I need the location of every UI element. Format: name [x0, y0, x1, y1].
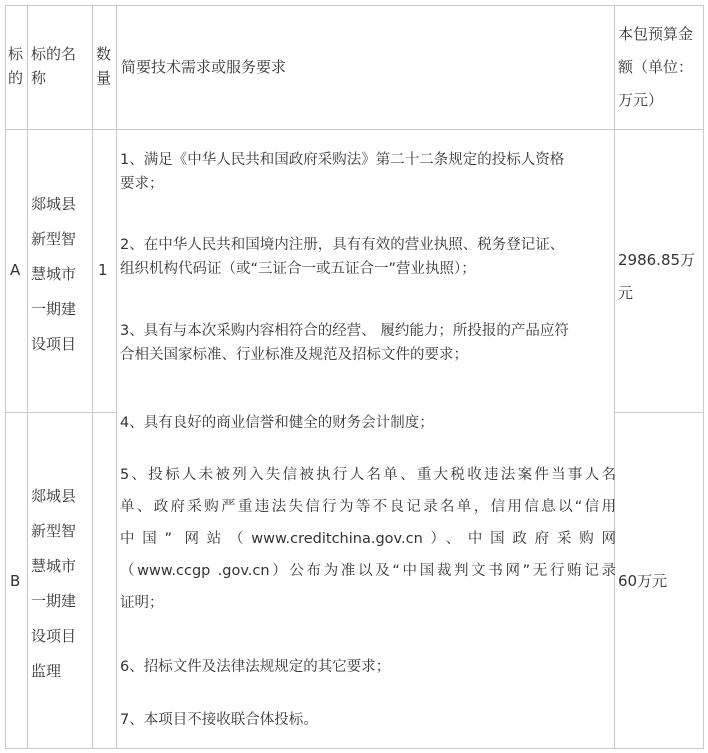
col-divider-1 [27, 5, 28, 749]
requirement-6: 6、招标文件及法律法规规定的其它要求； [120, 659, 391, 675]
row-divider-left [5, 412, 116, 413]
requirement-1: 1、满足《中华人民共和国政府采购法》第二十二条规定的投标人资格 要求； [120, 152, 565, 192]
requirement-2: 2、在中华人民共和国境内注册，具有有效的营业执照、税务登记证、 组织机构代码证（或“三证合一或五证合一”营业执照）； [120, 237, 565, 277]
row-a-mark: A [10, 261, 21, 279]
row-divider-right [614, 412, 703, 413]
row-b-name: 郯城县 新型智 慧城市 一期建 设项目 监理 [31, 487, 77, 680]
row-b-budget: 60万元 [618, 572, 668, 590]
requirement-5: 5、投标人未被列入失信被执行人名单、重大税收违法案件当事人名 单、政府采购严重违法失信行为等不良记录名单，信用信息以“信用 中国” 网站（www.creditchina.gov.cn）、中国政府采购网 （www.ccgp .gov.cn）公布为准以及“中国裁判文书网”无行贿记录 证明； [120, 467, 616, 611]
header-budget: 本包预算金 额（单位： 万元） [618, 25, 694, 109]
requirement-4: 4、具有良好的商业信誉和健全的财务会计制度； [120, 415, 434, 431]
row-b-mark: B [10, 572, 21, 590]
row-a-budget: 2986.85万 元 [618, 251, 696, 302]
col-divider-2 [92, 5, 93, 749]
header-name: 标的名 称 [31, 45, 77, 87]
row-a-name: 郯城县 新型智 慧城市 一期建 设项目 [31, 195, 77, 353]
header-requirements: 简要技术需求或服务要求 [121, 58, 287, 76]
header-quantity: 数 量 [96, 45, 112, 87]
col-divider-3 [116, 5, 117, 749]
requirement-7: 7、本项目不接收联合体投标。 [120, 712, 318, 728]
header-mark: 标 的 [8, 45, 24, 87]
row-a-quantity: 1 [98, 261, 108, 279]
table-border-left [5, 5, 6, 749]
requirements-text [120, 0, 616, 753]
requirement-3: 3、具有与本次采购内容相符合的经营、 履约能力；所投报的产品应符 合相关国家标准、行业标准及规范及招标文件的要求； [120, 323, 569, 363]
